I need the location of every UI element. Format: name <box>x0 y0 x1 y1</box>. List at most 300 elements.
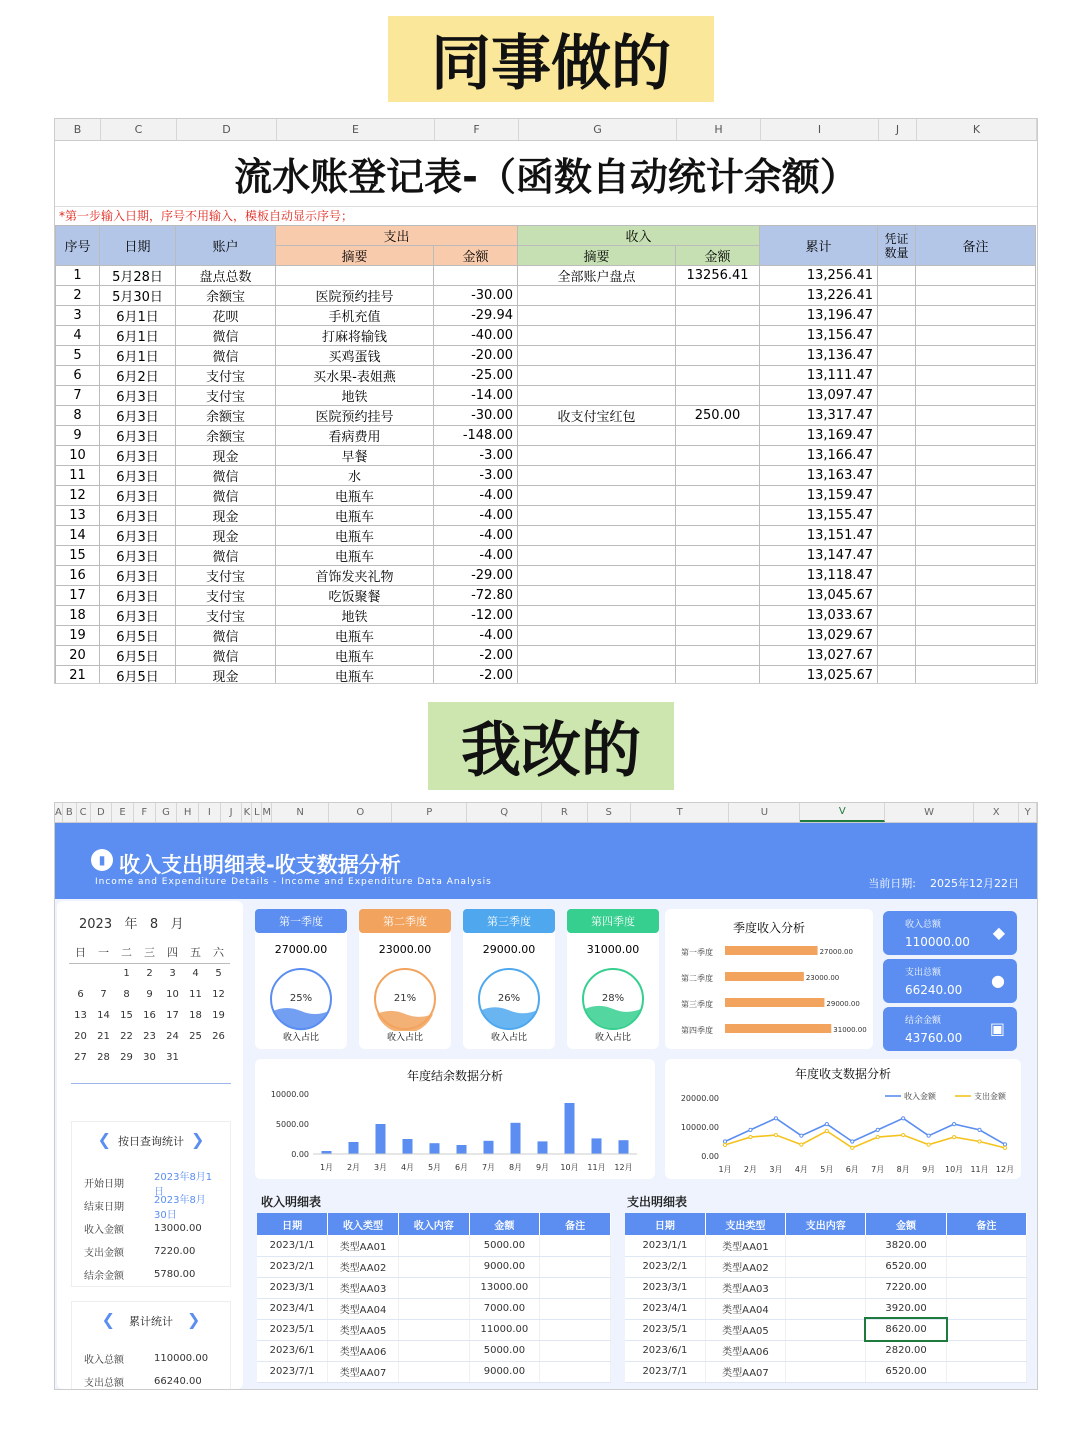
column-letter[interactable]: L <box>252 803 262 822</box>
table-cell[interactable]: 18 <box>56 606 100 626</box>
table-cell[interactable] <box>946 1340 1026 1361</box>
column-letter[interactable]: J <box>221 803 243 822</box>
table-cell[interactable]: 13,136.47 <box>760 346 878 366</box>
calendar-day[interactable]: 28 <box>97 1052 110 1063</box>
calendar-day[interactable]: 20 <box>74 1031 87 1042</box>
table-cell[interactable]: 电瓶车 <box>276 486 434 506</box>
calendar-day[interactable]: 21 <box>97 1031 110 1042</box>
table-cell[interactable] <box>676 326 760 346</box>
table-cell[interactable] <box>786 1298 866 1319</box>
calendar-day[interactable]: 24 <box>166 1031 179 1042</box>
table-cell[interactable]: 支付宝 <box>176 566 276 586</box>
column-header[interactable]: 金额 <box>866 1213 946 1235</box>
table-cell[interactable]: 5000.00 <box>469 1340 540 1361</box>
table-cell[interactable] <box>676 646 760 666</box>
table-cell[interactable] <box>676 606 760 626</box>
table-cell[interactable]: 9 <box>56 426 100 446</box>
column-header[interactable]: 日期 <box>257 1213 328 1235</box>
table-cell[interactable]: 类型AA01 <box>328 1235 399 1256</box>
table-cell[interactable] <box>878 286 916 306</box>
calendar-day[interactable]: 29 <box>120 1052 133 1063</box>
table-cell[interactable] <box>878 306 916 326</box>
table-cell[interactable]: 类型AA06 <box>705 1340 785 1361</box>
table-cell[interactable]: 13,256.41 <box>760 266 878 286</box>
table-cell[interactable] <box>916 286 1036 306</box>
table-cell[interactable]: 2023/3/1 <box>625 1277 705 1298</box>
table-cell[interactable]: 13,163.47 <box>760 466 878 486</box>
table-cell[interactable]: 5 <box>56 346 100 366</box>
table-cell[interactable] <box>916 386 1036 406</box>
calendar-day[interactable] <box>69 963 92 984</box>
chevron-left-icon[interactable]: ❮ <box>97 1130 111 1149</box>
table-cell[interactable] <box>878 626 916 646</box>
table-cell[interactable] <box>878 606 916 626</box>
table-cell[interactable]: 5000.00 <box>469 1235 540 1256</box>
table-cell[interactable]: 花呗 <box>176 306 276 326</box>
table-cell[interactable]: 6月3日 <box>100 566 176 586</box>
table-cell[interactable]: 6月2日 <box>100 366 176 386</box>
calendar-day[interactable]: 2 <box>146 968 153 980</box>
table-cell[interactable] <box>540 1256 611 1277</box>
table-cell[interactable] <box>518 626 676 646</box>
table-cell[interactable]: 买鸡蛋钱 <box>276 346 434 366</box>
table-cell[interactable]: 买水果-表姐燕 <box>276 366 434 386</box>
calendar-day[interactable]: 11 <box>189 989 202 1000</box>
table-cell[interactable]: 类型AA01 <box>705 1235 785 1256</box>
table-cell[interactable]: 5月30日 <box>100 286 176 306</box>
table-cell[interactable] <box>540 1340 611 1361</box>
table-cell[interactable] <box>676 346 760 366</box>
table-cell[interactable]: 6月5日 <box>100 626 176 646</box>
column-letter[interactable]: V <box>800 803 885 822</box>
table-cell[interactable]: 2820.00 <box>866 1340 946 1361</box>
quarter-tag[interactable]: 第二季度 <box>359 909 451 933</box>
chevron-right-icon[interactable]: ❯ <box>191 1130 205 1149</box>
table-cell[interactable] <box>518 446 676 466</box>
table-cell[interactable]: 13,159.47 <box>760 486 878 506</box>
table-cell[interactable] <box>878 266 916 286</box>
column-letter[interactable]: R <box>542 803 587 822</box>
table-cell[interactable] <box>676 386 760 406</box>
table-cell[interactable]: 8620.00 <box>866 1319 946 1340</box>
table-cell[interactable]: 13,025.67 <box>760 666 878 685</box>
column-letter[interactable]: F <box>435 119 519 140</box>
table-cell[interactable] <box>518 646 676 666</box>
table-cell[interactable]: 6月3日 <box>100 426 176 446</box>
kpi-card[interactable] <box>883 1007 1017 1051</box>
table-cell[interactable] <box>916 586 1036 606</box>
table-cell[interactable] <box>916 566 1036 586</box>
table-cell[interactable]: 13,118.47 <box>760 566 878 586</box>
table-cell[interactable] <box>676 566 760 586</box>
table-cell[interactable]: 2023/4/1 <box>257 1298 328 1319</box>
table-cell[interactable] <box>518 286 676 306</box>
table-cell[interactable]: 医院预约挂号 <box>276 286 434 306</box>
column-letter[interactable]: X <box>974 803 1019 822</box>
table-cell[interactable] <box>676 426 760 446</box>
table-cell[interactable]: 现金 <box>176 526 276 546</box>
table-cell[interactable]: 20 <box>56 646 100 666</box>
table-cell[interactable] <box>878 466 916 486</box>
table-cell[interactable]: 6520.00 <box>866 1361 946 1382</box>
table-cell[interactable] <box>878 346 916 366</box>
table-cell[interactable]: 2023/2/1 <box>257 1256 328 1277</box>
table-cell[interactable]: -2.00 <box>434 666 518 685</box>
table-cell[interactable]: 地铁 <box>276 606 434 626</box>
table-cell[interactable]: -29.94 <box>434 306 518 326</box>
calendar-day[interactable]: 15 <box>120 1010 133 1021</box>
table-cell[interactable] <box>676 366 760 386</box>
table-cell[interactable]: -14.00 <box>434 386 518 406</box>
calendar-day[interactable]: 22 <box>120 1031 133 1042</box>
table-cell[interactable]: 4 <box>56 326 100 346</box>
table-cell[interactable]: 13,169.47 <box>760 426 878 446</box>
table-cell[interactable]: 13,097.47 <box>760 386 878 406</box>
table-cell[interactable] <box>676 526 760 546</box>
calendar-day[interactable]: 16 <box>143 1010 156 1021</box>
table-cell[interactable]: 看病费用 <box>276 426 434 446</box>
calendar-day[interactable]: 12 <box>212 989 225 1000</box>
table-cell[interactable]: 微信 <box>176 466 276 486</box>
table-cell[interactable]: 12 <box>56 486 100 506</box>
table-cell[interactable] <box>676 286 760 306</box>
table-cell[interactable]: 电瓶车 <box>276 526 434 546</box>
table-cell[interactable]: 支付宝 <box>176 386 276 406</box>
table-cell[interactable]: 6月3日 <box>100 586 176 606</box>
column-letter[interactable]: N <box>272 803 329 822</box>
table-cell[interactable] <box>916 466 1036 486</box>
table-cell[interactable]: 19 <box>56 626 100 646</box>
table-cell[interactable]: -2.00 <box>434 646 518 666</box>
table-cell[interactable]: 余额宝 <box>176 286 276 306</box>
table-cell[interactable]: 250.00 <box>676 406 760 426</box>
column-header[interactable]: 支出类型 <box>705 1213 785 1235</box>
table-cell[interactable]: 医院预约挂号 <box>276 406 434 426</box>
table-cell[interactable]: 支付宝 <box>176 586 276 606</box>
table-cell[interactable]: 3 <box>56 306 100 326</box>
table-cell[interactable]: 13,196.47 <box>760 306 878 326</box>
table-cell[interactable] <box>518 566 676 586</box>
column-letter[interactable]: H <box>677 119 761 140</box>
table-cell[interactable]: 6520.00 <box>866 1256 946 1277</box>
table-cell[interactable] <box>540 1319 611 1340</box>
table-cell[interactable] <box>878 446 916 466</box>
calendar-day[interactable]: 27 <box>74 1052 87 1063</box>
table-cell[interactable]: 类型AA06 <box>328 1340 399 1361</box>
table-cell[interactable] <box>878 646 916 666</box>
table-cell[interactable] <box>518 506 676 526</box>
table-cell[interactable]: -148.00 <box>434 426 518 446</box>
table-cell[interactable]: 10 <box>56 446 100 466</box>
column-letter[interactable]: G <box>519 119 677 140</box>
calendar-day[interactable]: 10 <box>166 989 179 1000</box>
table-cell[interactable] <box>518 606 676 626</box>
column-letter[interactable]: C <box>101 119 177 140</box>
table-cell[interactable]: 全部账户盘点 <box>518 266 676 286</box>
table-cell[interactable]: 微信 <box>176 326 276 346</box>
table-cell[interactable]: 类型AA04 <box>705 1298 785 1319</box>
column-letter[interactable]: I <box>761 119 879 140</box>
table-cell[interactable]: -4.00 <box>434 626 518 646</box>
table-cell[interactable] <box>398 1340 469 1361</box>
table-cell[interactable] <box>540 1277 611 1298</box>
calendar-day[interactable]: 17 <box>166 1010 179 1021</box>
table-cell[interactable] <box>398 1361 469 1382</box>
column-letter[interactable]: Q <box>467 803 542 822</box>
table-cell[interactable]: 11 <box>56 466 100 486</box>
table-cell[interactable]: -3.00 <box>434 466 518 486</box>
table-cell[interactable]: 6月1日 <box>100 326 176 346</box>
table-cell[interactable] <box>676 626 760 646</box>
calendar-day[interactable]: 5 <box>215 968 222 980</box>
table-cell[interactable]: 类型AA04 <box>328 1298 399 1319</box>
table-cell[interactable] <box>540 1361 611 1382</box>
column-letter[interactable]: C <box>77 803 91 822</box>
table-cell[interactable] <box>878 586 916 606</box>
table-cell[interactable]: 13,045.67 <box>760 586 878 606</box>
table-cell[interactable]: 2023/6/1 <box>625 1340 705 1361</box>
table-cell[interactable]: 电瓶车 <box>276 506 434 526</box>
table-cell[interactable]: 余额宝 <box>176 426 276 446</box>
table-cell[interactable]: 类型AA03 <box>328 1277 399 1298</box>
table-cell[interactable] <box>786 1361 866 1382</box>
table-cell[interactable]: 首饰发夹礼物 <box>276 566 434 586</box>
table-cell[interactable] <box>518 426 676 446</box>
column-header[interactable]: 支出内容 <box>786 1213 866 1235</box>
column-letter[interactable]: E <box>112 803 134 822</box>
table-cell[interactable]: 6月3日 <box>100 606 176 626</box>
table-cell[interactable] <box>540 1235 611 1256</box>
table-cell[interactable]: 2 <box>56 286 100 306</box>
table-cell[interactable]: 1 <box>56 266 100 286</box>
column-header[interactable]: 日期 <box>625 1213 705 1235</box>
table-cell[interactable]: 13,147.47 <box>760 546 878 566</box>
table-cell[interactable]: 6月3日 <box>100 446 176 466</box>
table-cell[interactable]: -25.00 <box>434 366 518 386</box>
column-letter[interactable]: E <box>277 119 435 140</box>
table-cell[interactable]: 6月1日 <box>100 346 176 366</box>
table-cell[interactable] <box>916 506 1036 526</box>
table-cell[interactable] <box>518 366 676 386</box>
table-cell[interactable] <box>946 1235 1026 1256</box>
calendar-day[interactable] <box>207 1047 230 1068</box>
table-cell[interactable]: 6月1日 <box>100 306 176 326</box>
table-cell[interactable]: 类型AA07 <box>705 1361 785 1382</box>
table-cell[interactable]: 类型AA05 <box>328 1319 399 1340</box>
table-cell[interactable] <box>676 586 760 606</box>
table-cell[interactable]: 微信 <box>176 486 276 506</box>
table-cell[interactable]: 微信 <box>176 546 276 566</box>
table-cell[interactable]: 余额宝 <box>176 406 276 426</box>
column-letter[interactable]: I <box>199 803 221 822</box>
table-cell[interactable]: 电瓶车 <box>276 666 434 685</box>
table-cell[interactable] <box>916 546 1036 566</box>
table-cell[interactable]: 5月28日 <box>100 266 176 286</box>
column-letter[interactable]: S <box>588 803 631 822</box>
table-cell[interactable] <box>676 446 760 466</box>
table-cell[interactable]: 收支付宝红包 <box>518 406 676 426</box>
table-cell[interactable]: -40.00 <box>434 326 518 346</box>
quarter-tag[interactable]: 第一季度 <box>255 909 347 933</box>
table-cell[interactable]: 8 <box>56 406 100 426</box>
kpi-card[interactable] <box>883 959 1017 1003</box>
table-cell[interactable]: 现金 <box>176 506 276 526</box>
column-letter[interactable]: T <box>631 803 730 822</box>
table-cell[interactable]: 13256.41 <box>676 266 760 286</box>
column-letter[interactable]: D <box>91 803 113 822</box>
calendar-day[interactable] <box>184 1047 207 1068</box>
table-cell[interactable] <box>916 446 1036 466</box>
calendar-day[interactable]: 13 <box>74 1010 87 1021</box>
table-cell[interactable]: -30.00 <box>434 406 518 426</box>
table-cell[interactable]: 电瓶车 <box>276 626 434 646</box>
table-cell[interactable] <box>434 266 518 286</box>
table-cell[interactable]: 2023/3/1 <box>257 1277 328 1298</box>
table-cell[interactable] <box>946 1319 1026 1340</box>
column-letter[interactable]: P <box>392 803 467 822</box>
table-cell[interactable]: 3920.00 <box>866 1298 946 1319</box>
calendar-day[interactable]: 4 <box>192 968 199 980</box>
table-cell[interactable] <box>676 466 760 486</box>
table-cell[interactable]: 类型AA02 <box>705 1256 785 1277</box>
table-cell[interactable]: 吃饭聚餐 <box>276 586 434 606</box>
table-cell[interactable]: -29.00 <box>434 566 518 586</box>
table-cell[interactable] <box>398 1298 469 1319</box>
table-cell[interactable]: 17 <box>56 586 100 606</box>
table-cell[interactable]: -4.00 <box>434 526 518 546</box>
table-cell[interactable] <box>540 1298 611 1319</box>
column-header[interactable]: 收入类型 <box>328 1213 399 1235</box>
calendar-day[interactable] <box>92 963 115 984</box>
table-cell[interactable]: 13,029.67 <box>760 626 878 646</box>
table-cell[interactable] <box>878 426 916 446</box>
column-letter[interactable]: K <box>242 803 252 822</box>
table-cell[interactable]: 9000.00 <box>469 1361 540 1382</box>
table-cell[interactable] <box>786 1256 866 1277</box>
calendar-day[interactable]: 3 <box>169 968 176 980</box>
calendar-day[interactable]: 8 <box>123 989 130 1000</box>
table-cell[interactable] <box>518 306 676 326</box>
table-cell[interactable] <box>398 1235 469 1256</box>
table-cell[interactable] <box>878 506 916 526</box>
table-cell[interactable] <box>398 1319 469 1340</box>
table-cell[interactable]: -12.00 <box>434 606 518 626</box>
table-cell[interactable]: 6月3日 <box>100 526 176 546</box>
table-cell[interactable]: 13,166.47 <box>760 446 878 466</box>
column-letter[interactable]: F <box>134 803 156 822</box>
quarter-tag[interactable]: 第三季度 <box>463 909 555 933</box>
table-cell[interactable]: -20.00 <box>434 346 518 366</box>
table-cell[interactable] <box>276 266 434 286</box>
table-cell[interactable]: 6月5日 <box>100 646 176 666</box>
table-cell[interactable]: 2023/7/1 <box>625 1361 705 1382</box>
table-cell[interactable]: 6月5日 <box>100 666 176 685</box>
table-cell[interactable]: 13,111.47 <box>760 366 878 386</box>
table-cell[interactable]: 地铁 <box>276 386 434 406</box>
table-cell[interactable] <box>786 1319 866 1340</box>
calendar-day[interactable]: 19 <box>212 1010 225 1021</box>
table-cell[interactable]: 6月3日 <box>100 386 176 406</box>
table-cell[interactable]: 13,226.41 <box>760 286 878 306</box>
table-cell[interactable]: -4.00 <box>434 506 518 526</box>
column-header[interactable]: 备注 <box>946 1213 1026 1235</box>
table-cell[interactable] <box>518 666 676 685</box>
table-cell[interactable] <box>518 486 676 506</box>
table-cell[interactable]: 13,151.47 <box>760 526 878 546</box>
table-cell[interactable] <box>916 666 1036 685</box>
table-cell[interactable] <box>398 1277 469 1298</box>
table-cell[interactable]: 手机充值 <box>276 306 434 326</box>
table-cell[interactable]: 2023/5/1 <box>257 1319 328 1340</box>
table-cell[interactable]: 2023/4/1 <box>625 1298 705 1319</box>
table-cell[interactable]: 2023/1/1 <box>257 1235 328 1256</box>
table-cell[interactable] <box>878 406 916 426</box>
column-letter[interactable]: Y <box>1019 803 1037 822</box>
column-letter[interactable]: B <box>55 119 101 140</box>
table-cell[interactable]: 水 <box>276 466 434 486</box>
table-cell[interactable] <box>916 326 1036 346</box>
column-letter[interactable]: U <box>729 803 800 822</box>
table-cell[interactable] <box>946 1361 1026 1382</box>
table-cell[interactable]: 14 <box>56 526 100 546</box>
table-cell[interactable]: 2023/2/1 <box>625 1256 705 1277</box>
table-cell[interactable]: 13,317.47 <box>760 406 878 426</box>
table-cell[interactable] <box>676 666 760 685</box>
calendar-day[interactable]: 7 <box>100 989 107 1000</box>
table-cell[interactable] <box>518 586 676 606</box>
table-cell[interactable] <box>398 1256 469 1277</box>
table-cell[interactable]: 微信 <box>176 646 276 666</box>
table-cell[interactable] <box>676 486 760 506</box>
table-cell[interactable] <box>518 386 676 406</box>
calendar-day[interactable]: 26 <box>212 1031 225 1042</box>
calendar-day[interactable]: 23 <box>143 1031 156 1042</box>
table-cell[interactable] <box>676 546 760 566</box>
quarter-tag[interactable]: 第四季度 <box>567 909 659 933</box>
calendar-day[interactable]: 25 <box>189 1031 202 1042</box>
table-cell[interactable] <box>518 466 676 486</box>
table-cell[interactable] <box>786 1340 866 1361</box>
table-cell[interactable]: 7220.00 <box>866 1277 946 1298</box>
table-cell[interactable] <box>946 1256 1026 1277</box>
calendar-day[interactable]: 18 <box>189 1010 202 1021</box>
table-cell[interactable]: 6月3日 <box>100 466 176 486</box>
table-cell[interactable]: 2023/7/1 <box>257 1361 328 1382</box>
table-cell[interactable]: 16 <box>56 566 100 586</box>
calendar-day[interactable]: 14 <box>97 1010 110 1021</box>
table-cell[interactable] <box>676 306 760 326</box>
table-cell[interactable]: 21 <box>56 666 100 685</box>
table-cell[interactable] <box>916 406 1036 426</box>
table-cell[interactable]: 11000.00 <box>469 1319 540 1340</box>
table-cell[interactable]: 打麻将输钱 <box>276 326 434 346</box>
table-cell[interactable] <box>916 606 1036 626</box>
column-letter[interactable]: W <box>885 803 974 822</box>
table-cell[interactable] <box>916 426 1036 446</box>
column-letter[interactable]: B <box>63 803 77 822</box>
chevron-left-icon[interactable]: ❮ <box>101 1310 115 1329</box>
table-cell[interactable] <box>916 266 1036 286</box>
column-header[interactable]: 金额 <box>469 1213 540 1235</box>
table-cell[interactable] <box>878 386 916 406</box>
table-cell[interactable] <box>518 526 676 546</box>
table-cell[interactable]: 类型AA05 <box>705 1319 785 1340</box>
table-cell[interactable]: 早餐 <box>276 446 434 466</box>
table-cell[interactable]: 13,033.67 <box>760 606 878 626</box>
calendar-day[interactable]: 30 <box>143 1052 156 1063</box>
table-cell[interactable] <box>916 526 1036 546</box>
table-cell[interactable] <box>916 346 1036 366</box>
